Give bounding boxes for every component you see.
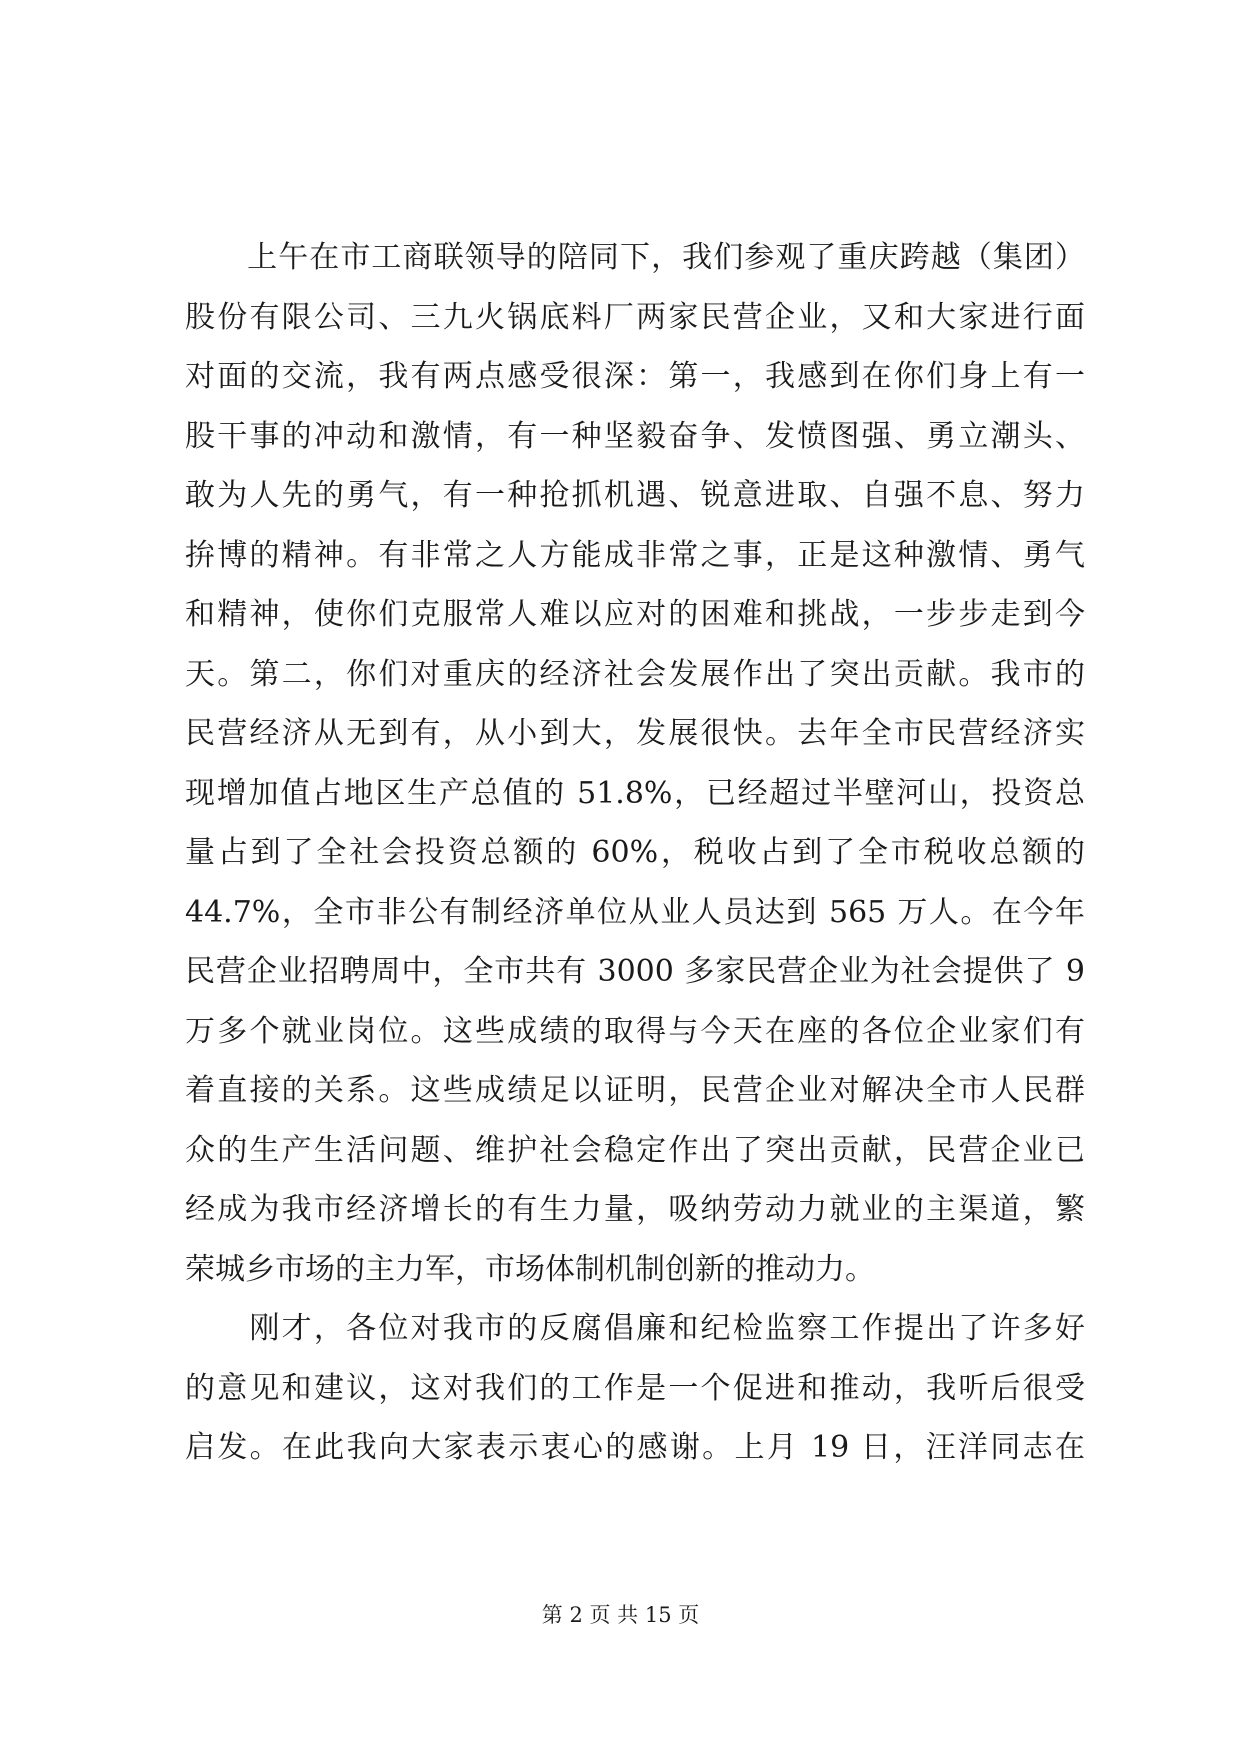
text-line: 现增加值占地区生产总值的 51.8%，已经超过半壁河山，投资总: [185, 775, 1085, 811]
text-line: 着直接的关系。这些成绩足以证明，民营企业对解决全市人民群: [185, 1073, 1085, 1108]
text-line: 股份有限公司、三九火锅底料厂两家民营企业，又和大家进行面: [185, 299, 1085, 335]
body-text: [185, 228, 1085, 1478]
text-line: 上午在市工商联领导的陪同下，我们参观了重庆跨越（集团）: [185, 240, 1085, 275]
text-line: 对面的交流，我有两点感受很深：第一，我感到在你们身上有一: [185, 359, 1085, 394]
text-line: 经成为我市经济增长的有生力量，吸纳劳动力就业的主渠道，繁: [185, 1192, 1085, 1227]
text-line: 荣城乡市场的主力军，市场体制机制创新的推动力。: [185, 1251, 875, 1287]
text-line: 众的生产生活问题、维护社会稳定作出了突出贡献，民营企业已: [185, 1132, 1085, 1168]
page-footer: 第 2 页 共 15 页: [541, 1603, 700, 1627]
text-line: 股干事的冲动和激情，有一种坚毅奋争、发愤图强、勇立潮头、: [185, 418, 1085, 454]
text-line: 天。第二，你们对重庆的经济社会发展作出了突出贡献。我市的: [185, 656, 1085, 692]
text-line: 民营企业招聘周中，全市共有 3000 多家民营企业为社会提供了 9: [185, 954, 1085, 989]
text-line: 刚才，各位对我市的反腐倡廉和纪检监察工作提出了许多好: [185, 1311, 1085, 1346]
text-line: 和精神，使你们克服常人难以应对的困难和挑战，一步步走到今: [185, 597, 1085, 632]
text-line: 敢为人先的勇气，有一种抢抓机遇、锐意进取、自强不息、努力: [185, 478, 1085, 513]
text-line: 启发。在此我向大家表示衷心的感谢。上月 19 日，汪洋同志在: [185, 1430, 1085, 1465]
text-line: 民营经济从无到有，从小到大，发展很快。去年全市民营经济实: [185, 716, 1085, 751]
text-line: 44.7%，全市非公有制经济单位从业人员达到 565 万人。在今年: [185, 894, 1085, 930]
text-line: 量占到了全社会投资总额的 60%，税收占到了全市税收总额的: [185, 835, 1085, 870]
text-line: 拚博的精神。有非常之人方能成非常之事，正是这种激情、勇气: [185, 537, 1085, 573]
text-line: 的意见和建议，这对我们的工作是一个促进和推动，我听后很受: [185, 1370, 1085, 1406]
text-line: 万多个就业岗位。这些成绩的取得与今天在座的各位企业家们有: [185, 1013, 1085, 1049]
